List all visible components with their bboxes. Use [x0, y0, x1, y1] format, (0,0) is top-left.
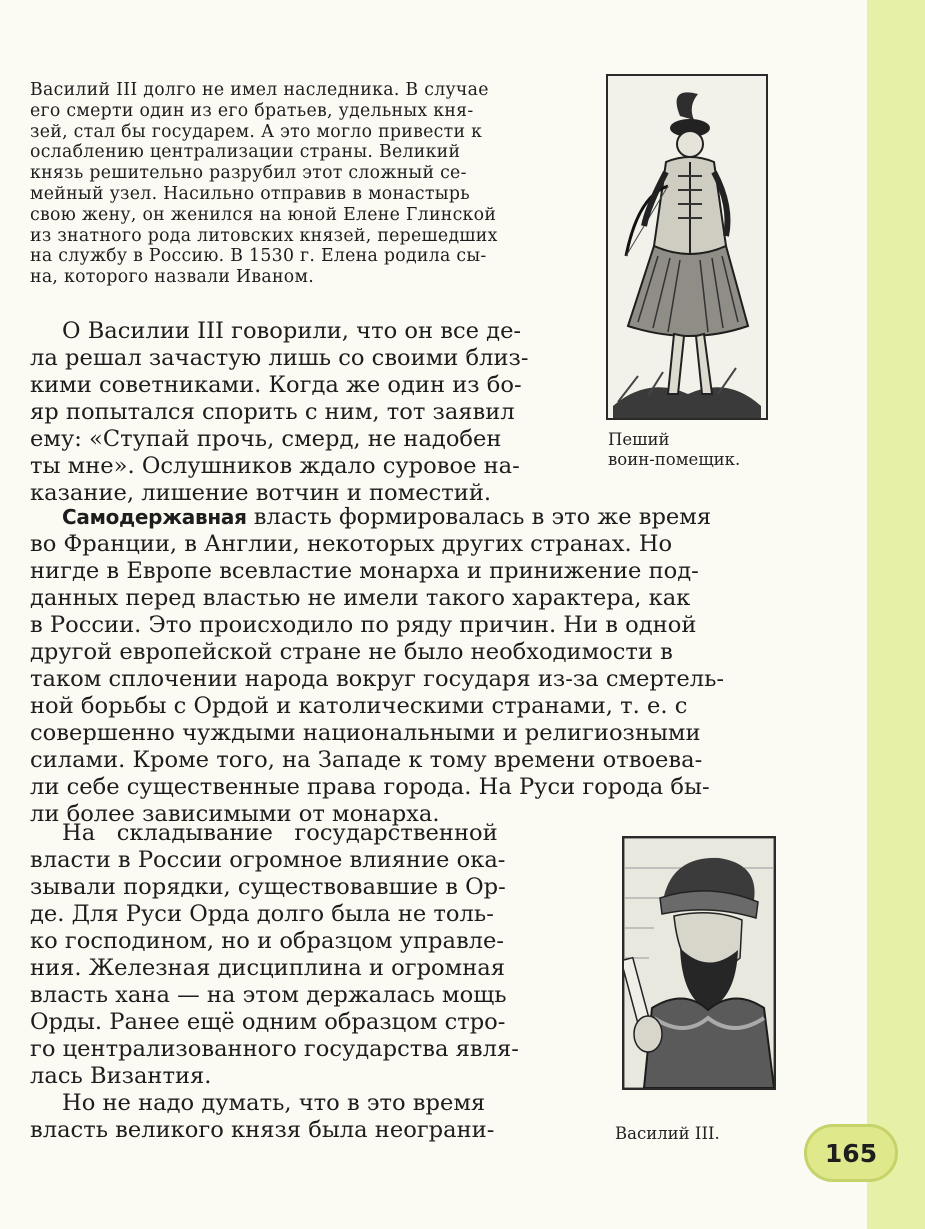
- note-line: зей, стал бы государем. А это могло привести к: [30, 121, 483, 142]
- paragraph-line: де. Для Руси Орда долго была не толь-: [30, 901, 494, 927]
- paragraph-line: ты мне». Ослушников ждало суровое на-: [30, 453, 520, 479]
- paragraph-line: данных перед властью не имели такого характера, как: [30, 585, 691, 611]
- note-line: на службу в Россию. В 1530 г. Елена родила сы-: [30, 246, 487, 267]
- foot-soldier-illustration: [606, 74, 768, 420]
- paragraph-line: другой европейской стране не было необходимости в: [30, 639, 673, 665]
- paragraph-text: власть формировалась в это же время: [246, 504, 712, 530]
- paragraph-line: во Франции, в Англии, некоторых других странах. Но: [30, 531, 673, 557]
- foot-soldier-engraving-icon: [608, 76, 766, 418]
- vasily-iii-portrait: [622, 836, 776, 1090]
- paragraph-line: власть хана — на этом держалась мощь: [30, 982, 507, 1008]
- paragraph-4: [30, 1090, 494, 1144]
- page-number: 165: [804, 1124, 898, 1182]
- paragraph-line: ли себе существенные права города. На Руси города бы-: [30, 774, 710, 800]
- paragraph-line: ной борьбы с Ордой и католическими странами, т. е. с: [30, 693, 688, 719]
- page-margin-strip: [867, 0, 925, 1229]
- figure2-caption: Василий III.: [615, 1124, 720, 1143]
- caption-line: Пеший: [608, 430, 670, 449]
- key-term: Самодержавная: [62, 505, 247, 529]
- paragraph-line: ния. Железная дисциплина и огромная: [30, 955, 505, 981]
- paragraph-line: На складывание государственной: [62, 820, 498, 846]
- paragraph-line: ему: «Ступай прочь, смерд, не надобен: [30, 426, 502, 452]
- paragraph-line: власть великого князя была неограни-: [30, 1117, 495, 1143]
- paragraph-line: силами. Кроме того, на Западе к тому времени отвоева-: [30, 747, 703, 773]
- note-line: на, которого назвали Иваном.: [30, 267, 315, 288]
- note-line: ослаблению централизации страны. Великий: [30, 142, 461, 163]
- note-block: [30, 80, 586, 288]
- paragraph-line: нигде в Европе всевластие монарха и принижение под-: [30, 558, 699, 584]
- paragraph-line: О Василии III говорили, что он все де-: [62, 318, 522, 344]
- paragraph-line: ко господином, но и образцом управле-: [30, 928, 505, 954]
- paragraph-line: таком сплочении народа вокруг государя из-за смертель-: [30, 666, 725, 692]
- paragraph-line: го централизованного государства явля-: [30, 1036, 519, 1062]
- paragraph-line: казание, лишение вотчин и поместий.: [30, 480, 492, 506]
- paragraph-2: [30, 504, 724, 828]
- note-line: князь решительно разрубил этот сложный се-: [30, 163, 467, 184]
- paragraph-line: совершенно чуждыми национальными и религиозными: [30, 720, 701, 746]
- caption-line: воин-помещик.: [608, 450, 741, 469]
- note-line: свою жену, он женился на юной Елене Глинской: [30, 204, 497, 225]
- paragraph-1: [30, 318, 529, 507]
- paragraph-line: ла решал зачастую лишь со своими близ-: [30, 345, 529, 371]
- figure1-caption: [608, 430, 740, 470]
- paragraph-line: в России. Это происходило по ряду причин. Ни в одной: [30, 612, 697, 638]
- note-line: мейный узел. Насильно отправив в монастырь: [30, 183, 470, 204]
- paragraph-line: Но не надо думать, что в это время: [62, 1090, 486, 1116]
- portrait-engraving-icon: [624, 838, 774, 1088]
- paragraph-line: Орды. Ранее ещё одним образцом стро-: [30, 1009, 506, 1035]
- paragraph-line: кими советниками. Когда же один из бо-: [30, 372, 522, 398]
- paragraph-line: власти в России огромное влияние ока-: [30, 847, 506, 873]
- note-line: Василий III долго не имел наследника. В случае: [30, 80, 489, 100]
- paragraph-3: [30, 820, 519, 1090]
- note-line: его смерти один из его братьев, удельных кня-: [30, 100, 474, 121]
- paragraph-line: лась Византия.: [30, 1063, 212, 1089]
- paragraph-line: ли более зависимыми от монарха.: [30, 801, 440, 827]
- note-line: из знатного рода литовских князей, перешедших: [30, 225, 498, 246]
- paragraph-line: зывали порядки, существовавшие в Ор-: [30, 874, 506, 900]
- paragraph-line: [30, 504, 724, 531]
- paragraph-line: яр попытался спорить с ним, тот заявил: [30, 399, 515, 425]
